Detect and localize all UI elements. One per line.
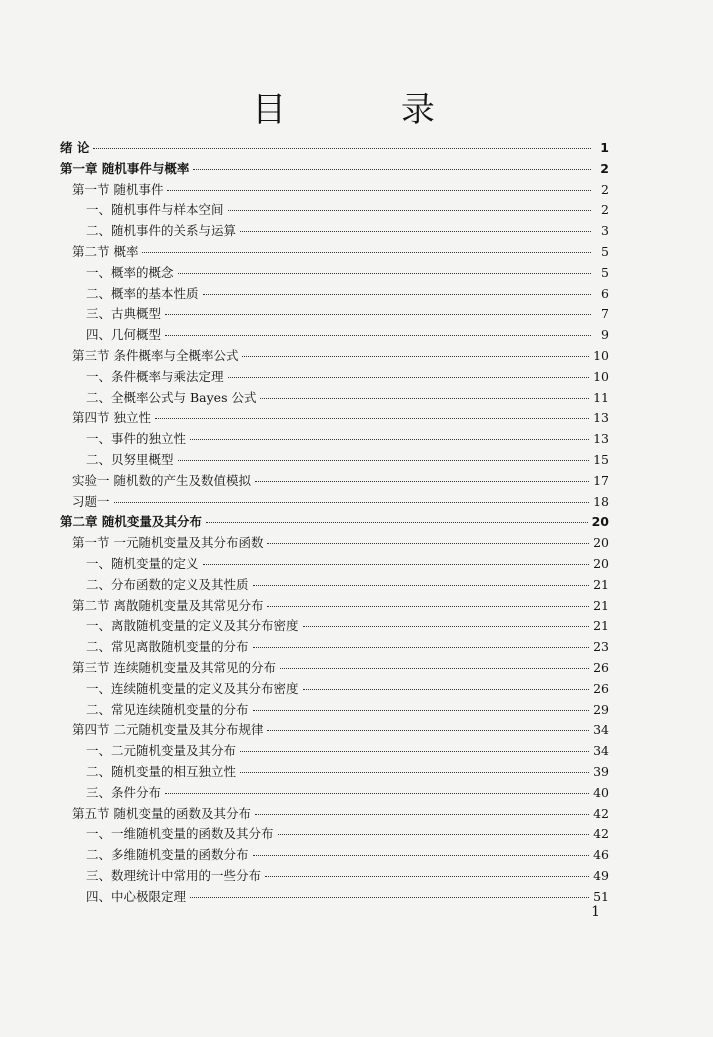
toc-entry[interactable]	[86, 367, 609, 387]
toc-entry-label: 三、古典概型	[86, 306, 162, 322]
toc-entry-page: 20	[591, 514, 609, 530]
toc-entry-page: 20	[593, 535, 609, 551]
dot-leader	[178, 460, 590, 461]
toc-entry[interactable]	[72, 492, 609, 512]
toc-entry-page: 49	[593, 868, 609, 883]
dot-leader	[240, 231, 591, 232]
toc-entry[interactable]	[72, 346, 609, 366]
dot-leader	[253, 855, 590, 856]
dot-leader	[303, 626, 590, 627]
dot-leader	[193, 169, 591, 170]
dot-leader	[267, 730, 589, 731]
dot-leader	[206, 522, 588, 523]
dot-leader	[267, 543, 589, 544]
toc-entry-page: 17	[593, 472, 609, 488]
dot-leader	[165, 335, 591, 336]
toc-entry[interactable]	[72, 533, 609, 553]
toc-entry-page: 13	[593, 410, 609, 426]
toc-entry-label: 三、数理统计中常用的一些分布	[86, 868, 262, 883]
toc-entry-page: 26	[593, 680, 609, 696]
toc-entry[interactable]	[86, 866, 609, 886]
toc-entry-label: 二、常见连续随机变量的分布	[86, 701, 249, 717]
dot-leader	[178, 273, 591, 274]
toc-entry-label: 第一章 随机事件与概率	[60, 160, 190, 176]
toc-entry-label: 第四节 二元随机变量及其分布规律	[72, 722, 264, 738]
toc-entry[interactable]	[60, 512, 609, 532]
toc-entry[interactable]	[86, 637, 609, 657]
page-title: 目 录	[252, 90, 487, 130]
toc-entry-page: 21	[593, 597, 609, 613]
toc-entry[interactable]	[86, 325, 609, 345]
toc-entry[interactable]	[86, 200, 609, 220]
dot-leader	[278, 834, 590, 835]
toc-entry-label: 第一节 随机事件	[72, 181, 164, 197]
toc-entry-page: 26	[593, 660, 609, 675]
toc-entry-page: 2	[600, 160, 609, 176]
toc-entry-label: 习题一	[72, 493, 110, 509]
toc-entry-page: 42	[593, 826, 609, 842]
toc-entry-label: 四、中心极限定理	[86, 888, 187, 904]
toc-entry-page: 23	[593, 639, 609, 655]
toc-entry-page: 2	[601, 181, 609, 197]
toc-entry-page: 21	[593, 618, 609, 634]
toc-entry-label: 二、概率的基本性质	[86, 285, 199, 301]
toc-entry[interactable]	[86, 679, 609, 699]
dot-leader	[165, 793, 589, 794]
toc-entry-label: 第三节 条件概率与全概率公式	[72, 348, 239, 363]
dot-leader	[303, 689, 590, 690]
toc-entry-label: 一、事件的独立性	[86, 431, 187, 447]
toc-entry[interactable]	[86, 845, 609, 865]
dot-leader	[253, 710, 590, 711]
toc-entry[interactable]	[86, 762, 609, 782]
dot-leader	[142, 252, 591, 253]
toc-entry-page: 51	[593, 888, 609, 904]
dot-leader	[167, 190, 591, 191]
toc-entry-label: 第一节 一元随机变量及其分布函数	[72, 535, 264, 551]
toc-entry-page: 13	[593, 431, 609, 447]
toc-entry-label: 二、多维随机变量的函数分布	[86, 847, 249, 863]
toc-entry[interactable]	[86, 304, 609, 324]
toc-entry-label: 第四节 独立性	[72, 410, 151, 426]
toc-entry[interactable]	[86, 221, 609, 241]
toc-entry-label: 绪 论	[60, 140, 90, 155]
toc-entry-label: 一、随机事件与样本空间	[86, 202, 224, 218]
dot-leader	[228, 210, 591, 211]
toc-entry[interactable]	[72, 408, 609, 428]
dot-leader	[190, 439, 589, 440]
toc-entry-label: 二、随机变量的相互独立性	[86, 764, 237, 779]
toc-entry-page: 20	[593, 556, 609, 571]
dot-leader	[93, 148, 591, 149]
toc-entry-label: 二、分布函数的定义及其性质	[86, 576, 249, 592]
toc-entry-page: 11	[593, 389, 609, 405]
toc-entry-page: 9	[601, 327, 609, 343]
dot-leader	[255, 814, 589, 815]
toc-entry[interactable]	[86, 783, 609, 803]
toc-entry-label: 一、一维随机变量的函数及其分布	[86, 826, 274, 842]
toc-entry-page: 6	[601, 285, 609, 301]
dot-leader	[165, 314, 591, 315]
toc-entry-page: 34	[593, 722, 609, 738]
toc-entry-page: 5	[601, 264, 609, 280]
dot-leader	[280, 668, 589, 669]
toc-entry-label: 第五节 随机变量的函数及其分布	[72, 805, 251, 821]
page-number: 1	[591, 904, 600, 920]
toc-entry-label: 第二节 离散随机变量及其常见分布	[72, 597, 264, 613]
toc-entry-label: 一、条件概率与乘法定理	[86, 368, 224, 384]
toc-entry-page: 42	[593, 805, 609, 821]
toc-entry-page: 7	[601, 306, 609, 322]
toc-entry[interactable]	[60, 138, 609, 158]
toc-entry-label: 一、连续随机变量的定义及其分布密度	[86, 680, 299, 696]
toc-entry-page: 5	[601, 244, 609, 259]
toc-entry-label: 一、离散随机变量的定义及其分布密度	[86, 618, 299, 634]
toc-entry-page: 10	[593, 368, 609, 384]
toc-entry[interactable]	[72, 180, 609, 200]
toc-entry-page: 15	[593, 452, 609, 467]
toc-entry[interactable]	[72, 242, 609, 262]
dot-leader	[253, 585, 590, 586]
toc-entry-page: 18	[593, 493, 609, 509]
toc-entry-page: 21	[593, 576, 609, 592]
dot-leader	[240, 751, 589, 752]
toc-entry[interactable]	[72, 804, 609, 824]
dot-leader	[228, 377, 590, 378]
toc-entry-label: 第二节 概率	[72, 244, 139, 259]
toc-entry[interactable]	[72, 658, 609, 678]
dot-leader	[190, 897, 589, 898]
dot-leader	[253, 647, 590, 648]
toc-entry-label: 二、常见离散随机变量的分布	[86, 639, 249, 655]
toc-entry[interactable]	[86, 263, 609, 283]
toc-entry-label: 一、随机变量的定义	[86, 556, 199, 571]
toc-entry[interactable]	[86, 887, 609, 907]
toc-entry-page: 34	[593, 743, 609, 759]
dot-leader	[240, 772, 589, 773]
toc-entry-label: 实验一 随机数的产生及数值模拟	[72, 472, 251, 488]
toc-entry-page: 10	[593, 348, 609, 363]
toc-entry-page: 3	[601, 223, 609, 239]
toc-entry-page: 46	[593, 847, 609, 863]
toc-entry-page: 1	[600, 140, 609, 155]
toc-entry[interactable]	[86, 450, 609, 470]
toc-entry-label: 三、条件分布	[86, 784, 162, 800]
toc-entry[interactable]	[86, 575, 609, 595]
dot-leader	[114, 502, 590, 503]
toc-entry-page: 40	[593, 784, 609, 800]
toc-entry[interactable]	[86, 824, 609, 844]
toc-entry[interactable]	[86, 616, 609, 636]
toc-entry-label: 第三节 连续随机变量及其常见的分布	[72, 660, 276, 675]
dot-leader	[155, 418, 589, 419]
toc-entry-label: 二、全概率公式与 Bayes 公式	[86, 389, 257, 405]
dot-leader	[203, 564, 590, 565]
dot-leader	[203, 294, 591, 295]
toc-entry-label: 一、二元随机变量及其分布	[86, 743, 237, 759]
toc-entry-label: 四、几何概型	[86, 327, 162, 343]
dot-leader	[265, 876, 589, 877]
toc-entry-page: 29	[593, 701, 609, 717]
toc-entry-page: 2	[601, 202, 609, 218]
dot-leader	[267, 606, 589, 607]
toc-entry-label: 第二章 随机变量及其分布	[60, 514, 202, 530]
toc-entry-label: 二、随机事件的关系与运算	[86, 223, 237, 239]
toc-entry[interactable]	[72, 596, 609, 616]
dot-leader	[260, 398, 589, 399]
toc-entry-page: 39	[593, 764, 609, 779]
toc-entry[interactable]	[86, 554, 609, 574]
toc-entry[interactable]	[72, 720, 609, 740]
toc-entry-label: 一、概率的概念	[86, 264, 174, 280]
toc-entry[interactable]	[86, 741, 609, 761]
dot-leader	[242, 356, 589, 357]
toc-entry[interactable]	[86, 284, 609, 304]
toc-entry[interactable]	[60, 159, 609, 179]
toc-entry-label: 二、贝努里概型	[86, 452, 174, 467]
dot-leader	[255, 481, 589, 482]
toc-entry[interactable]	[72, 471, 609, 491]
toc-entry[interactable]	[86, 388, 609, 408]
toc-entry[interactable]	[86, 429, 609, 449]
toc-entry[interactable]	[86, 700, 609, 720]
